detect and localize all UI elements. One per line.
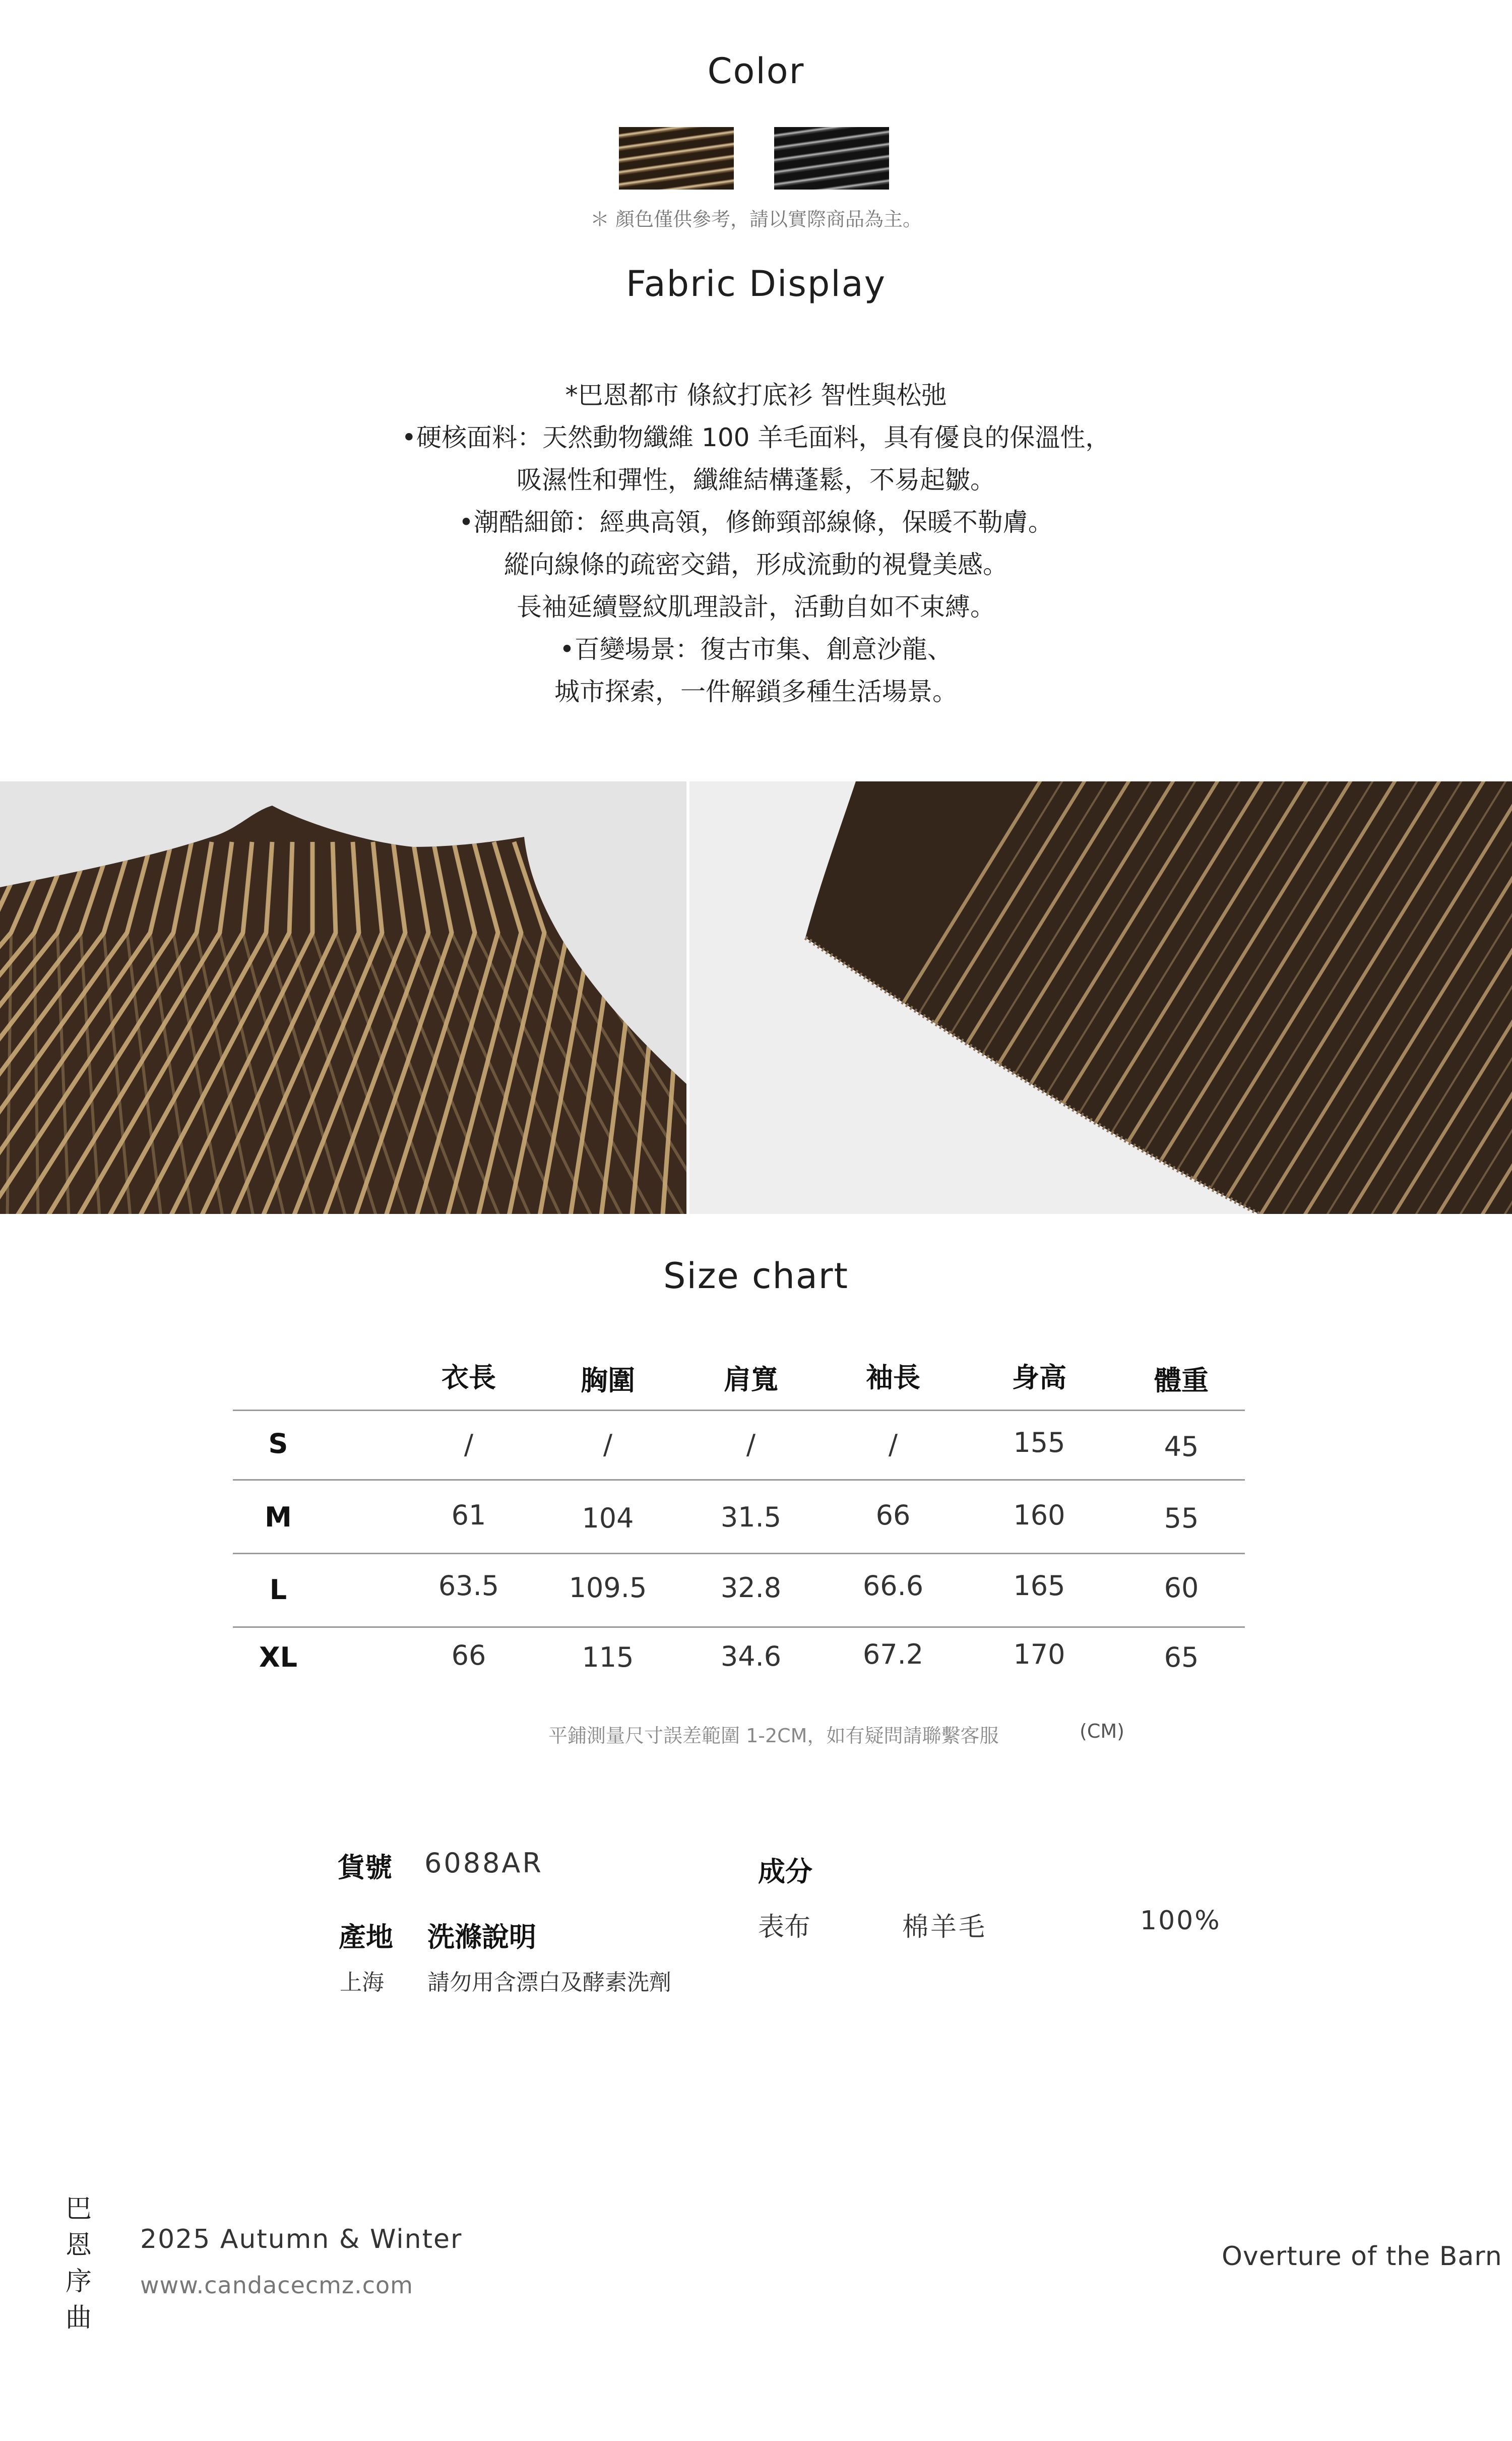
table-cell: / — [464, 1429, 474, 1460]
size-label-xl: XL — [259, 1641, 298, 1673]
table-cell: 165 — [1013, 1570, 1065, 1602]
fabric-line: •百變場景：復古市集、創意沙龍、 — [559, 635, 953, 664]
table-divider — [233, 1410, 1245, 1411]
brand-vertical — [64, 2191, 94, 2336]
color-title: Color — [707, 50, 805, 92]
color-swatch-black[interactable] — [774, 127, 889, 190]
sku-label: 貨號 — [338, 1852, 392, 1883]
composition-percent: 100% — [1140, 1906, 1221, 1936]
sku-value: 6088AR — [424, 1847, 543, 1879]
table-cell: 160 — [1013, 1499, 1065, 1531]
table-cell: 109.5 — [569, 1572, 647, 1604]
table-cell: 32.8 — [720, 1572, 782, 1604]
composition-label: 成分 — [758, 1856, 812, 1887]
header-length: 衣長 — [442, 1362, 496, 1393]
brand-char: 曲 — [65, 2303, 92, 2333]
fabric-line: 吸濕性和彈性，纖維結構蓬鬆，不易起皺。 — [517, 465, 995, 495]
measurement-note: 平鋪測量尺寸誤差範圍 1-2CM，如有疑問請聯繫客服 — [548, 1725, 999, 1747]
table-cell: 66 — [451, 1639, 486, 1671]
fabric-description — [0, 374, 1512, 713]
table-cell: 55 — [1164, 1502, 1199, 1534]
table-cell: / — [888, 1429, 898, 1460]
table-cell: 66.6 — [862, 1570, 924, 1602]
fabric-line: 縱向線條的疏密交錯，形成流動的視覺美感。 — [504, 550, 1008, 579]
table-cell: 115 — [582, 1641, 634, 1673]
table-cell: 67.2 — [862, 1638, 924, 1670]
season-label: 2025 Autumn & Winter — [140, 2224, 463, 2254]
size-chart-title: Size chart — [663, 1255, 849, 1297]
hem-detail-image — [689, 781, 1512, 1214]
table-cell: 104 — [582, 1502, 634, 1534]
table-cell: 65 — [1164, 1641, 1199, 1673]
table-cell: 170 — [1013, 1638, 1065, 1670]
origin-value: 上海 — [340, 1970, 384, 1995]
brand-char: 恩 — [65, 2230, 92, 2261]
fabric-title: Fabric Display — [625, 263, 887, 304]
size-label-l: L — [269, 1574, 287, 1606]
header-height: 身高 — [1012, 1362, 1066, 1393]
table-cell: 34.6 — [720, 1640, 782, 1672]
header-shoulder: 肩寬 — [724, 1364, 778, 1395]
table-cell: 155 — [1013, 1427, 1065, 1458]
fabric-line: •硬核面料：天然動物纖維 100 羊毛面料，具有優良的保溫性， — [401, 423, 1111, 452]
brand-char: 巴 — [65, 2194, 92, 2224]
website-link[interactable]: www.candacecmz.com — [140, 2272, 413, 2299]
table-cell: 61 — [451, 1499, 486, 1531]
collar-detail-photo — [0, 781, 686, 1214]
collection-name: Overture of the Barn — [1222, 2241, 1502, 2272]
table-cell: 60 — [1164, 1572, 1199, 1604]
wash-value: 請勿用含漂白及酵素洗劑 — [427, 1970, 671, 1995]
collar-detail-image — [0, 781, 686, 1214]
table-cell: / — [746, 1429, 756, 1460]
unit-label: (CM) — [1080, 1720, 1124, 1742]
table-cell: 45 — [1164, 1431, 1199, 1462]
hem-detail-photo — [689, 781, 1512, 1214]
fabric-line: *巴恩都市 條紋打底衫 智性與松弛 — [565, 381, 947, 410]
header-chest: 胸圍 — [581, 1365, 635, 1396]
composition-material: 棉羊毛 — [902, 1912, 987, 1942]
fabric-line: 城市探索，一件解鎖多種生活場景。 — [554, 677, 958, 706]
size-label-m: M — [265, 1501, 292, 1533]
fabric-line: •潮酷細節：經典高領，修飾頸部線條，保暖不勒膚。 — [459, 508, 1053, 537]
size-label-s: S — [268, 1428, 288, 1459]
color-swatch-brown[interactable] — [619, 127, 734, 190]
table-cell: 31.5 — [720, 1501, 782, 1533]
table-divider — [233, 1553, 1245, 1554]
origin-label: 產地 — [339, 1921, 393, 1953]
header-sleeve: 袖長 — [866, 1362, 920, 1393]
table-divider — [233, 1626, 1245, 1628]
header-weight: 體重 — [1154, 1365, 1209, 1396]
wash-label: 洗滌說明 — [427, 1921, 536, 1953]
fabric-line: 長袖延續豎紋肌理設計，活動自如不束縛。 — [517, 592, 995, 622]
table-cell: 66 — [875, 1499, 911, 1531]
table-cell: 63.5 — [438, 1570, 499, 1602]
table-cell: / — [603, 1429, 613, 1460]
brand-char: 序 — [65, 2267, 92, 2297]
table-divider — [233, 1479, 1245, 1481]
composition-part: 表布 — [758, 1912, 811, 1942]
color-disclaimer: ＊ 顏色僅供參考，請以實際商品為主。 — [590, 208, 922, 230]
